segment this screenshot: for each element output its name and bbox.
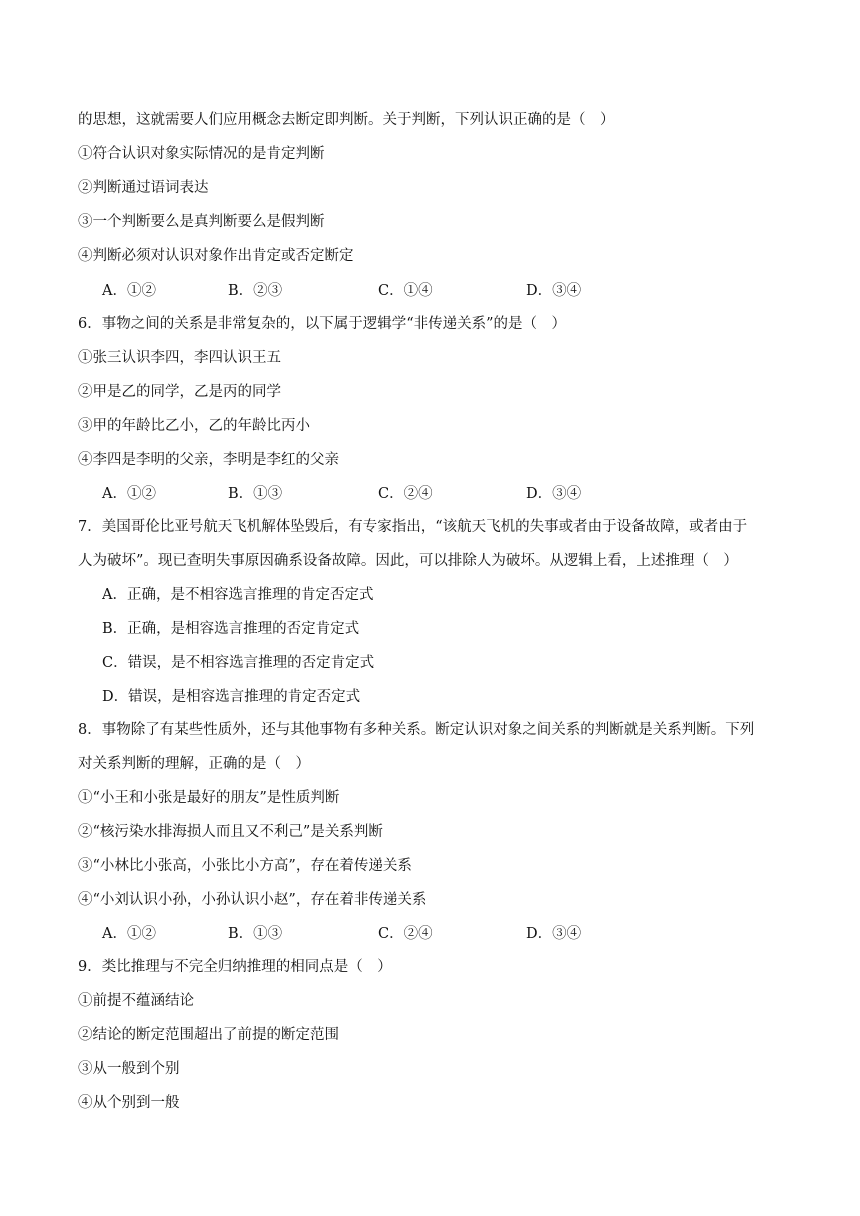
q8-stem-line-1: 8．事物除了有某些性质外，还与其他事物有多种关系。断定认识对象之间关系的判断就是关系判断。下列 <box>78 722 755 738</box>
q6-options <box>102 484 702 504</box>
q7-option-d: D．错误，是相容选言推理的肯定否定式 <box>102 689 361 705</box>
q7-option-a: A．正确，是不相容选言推理的肯定否定式 <box>102 587 374 603</box>
q8-item-2: ②“核污染水排海损人而且又不利己”是关系判断 <box>78 824 383 840</box>
q6-option-a: A．①② <box>102 486 156 502</box>
q9-item-4: ④从个别到一般 <box>78 1095 180 1111</box>
q5-option-d: D．③④ <box>526 283 582 299</box>
q9-item-2: ②结论的断定范围超出了前提的断定范围 <box>78 1027 339 1043</box>
q8-option-a: A．①② <box>102 926 156 942</box>
q6-item-3: ③甲的年龄比乙小，乙的年龄比丙小 <box>78 418 310 434</box>
q9-stem: 9．类比推理与不完全归纳推理的相同点是（ ） <box>78 959 392 975</box>
q8-stem-line-2: 对关系判断的理解，正确的是（ ） <box>78 756 310 772</box>
q6-option-b: B．①③ <box>228 486 283 502</box>
q8-options <box>102 924 702 944</box>
q5-option-c: C．①④ <box>378 283 433 299</box>
q9-item-3: ③从一般到个别 <box>78 1061 180 1077</box>
q8-item-3: ③“小林比小张高，小张比小方高”，存在着传递关系 <box>78 858 412 874</box>
q7-stem-line-2: 人为破坏”。现已查明失事原因确系设备故障。因此，可以排除人为破坏。从逻辑上看，上述推理（ ） <box>78 553 738 569</box>
q6-item-2: ②甲是乙的同学，乙是丙的同学 <box>78 384 281 400</box>
q5-item-3: ③一个判断要么是真判断要么是假判断 <box>78 214 325 230</box>
q6-stem: 6．事物之间的关系是非常复杂的，以下属于逻辑学“非传递关系”的是（ ） <box>78 316 567 332</box>
q6-item-4: ④李四是李明的父亲，李明是李红的父亲 <box>78 452 339 468</box>
q5-item-2: ②判断通过语词表达 <box>78 180 209 196</box>
q5-item-4: ④判断必须对认识对象作出肯定或否定断定 <box>78 248 354 264</box>
q8-option-c: C．②④ <box>378 926 433 942</box>
q9-item-1: ①前提不蕴涵结论 <box>78 993 194 1009</box>
q8-option-b: B．①③ <box>228 926 283 942</box>
q8-item-1: ①“小王和小张是最好的朋友”是性质判断 <box>78 790 340 806</box>
q5-item-1: ①符合认识对象实际情况的是肯定判断 <box>78 146 325 162</box>
q6-option-d: D．③④ <box>526 486 582 502</box>
q7-option-b: B．正确，是相容选言推理的否定肯定式 <box>102 621 360 637</box>
q5-option-a: A．①② <box>102 283 156 299</box>
q5-options <box>102 281 702 301</box>
q6-option-c: C．②④ <box>378 486 433 502</box>
q5-stem-tail: 的思想，这就需要人们应用概念去断定即判断。关于判断，下列认识正确的是（ ） <box>78 112 615 128</box>
q7-stem-line-1: 7．美国哥伦比亚号航天飞机解体坠毁后，有专家指出，“该航天飞机的失事或者由于设备故障，或者由于 <box>78 519 748 535</box>
q7-option-c: C．错误，是不相容选言推理的否定肯定式 <box>102 655 375 671</box>
q5-option-b: B．②③ <box>228 283 283 299</box>
q6-item-1: ①张三认识李四，李四认识王五 <box>78 350 281 366</box>
q8-item-4: ④“小刘认识小孙，小孙认识小赵”，存在着非传递关系 <box>78 892 427 908</box>
q8-option-d: D．③④ <box>526 926 582 942</box>
